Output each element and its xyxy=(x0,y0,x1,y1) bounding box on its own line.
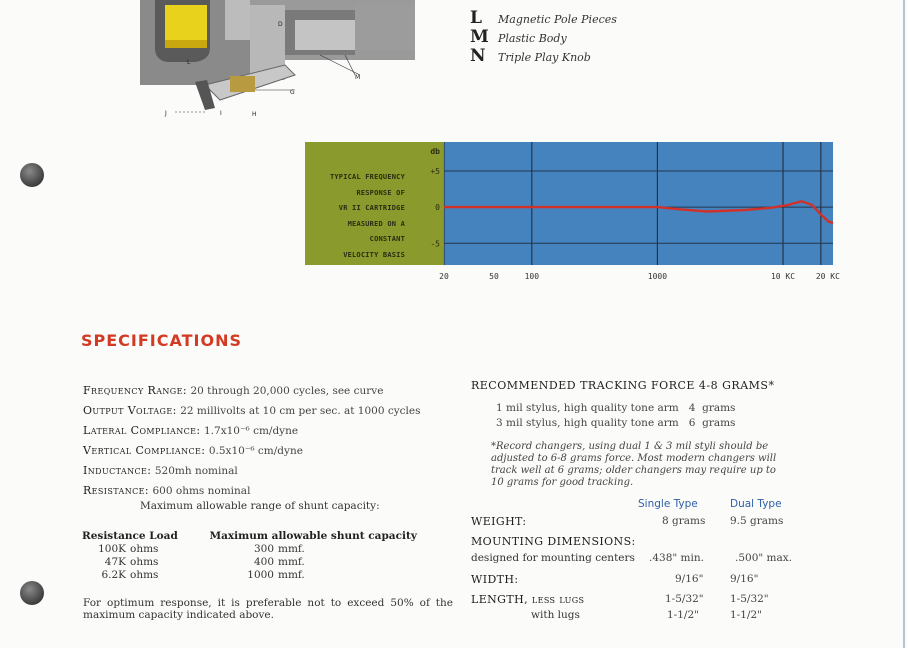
spec-row-frequency-range xyxy=(83,381,421,401)
weight-dual: 9.5 grams xyxy=(730,515,784,527)
spec-label: Inductance: xyxy=(83,464,152,477)
y-tick-label: -5 xyxy=(430,239,440,249)
label-G: G xyxy=(290,89,295,96)
col-header-dual-type: Dual Type xyxy=(730,498,782,510)
with-lugs-single: 1-1/2" xyxy=(667,609,699,621)
width-dual: 9/16" xyxy=(730,573,759,585)
spec-row-lateral-compliance xyxy=(83,421,421,441)
width-single: 9/16" xyxy=(675,573,704,585)
legend-letter: N xyxy=(470,46,486,66)
y-tick-label: +5 xyxy=(430,166,440,176)
optimum-response-note: For optimum response, it is preferable not to exceed 50% of the maximum capacity indicated above. xyxy=(83,597,453,621)
table-row: 100K ohms 300 mmf. xyxy=(98,543,305,555)
width-label: WIDTH: xyxy=(471,573,519,586)
col-header-load: Load xyxy=(149,530,178,542)
spec-label: Vertical Compliance: xyxy=(83,444,206,457)
col-header-single-type: Single Type xyxy=(638,498,698,510)
spec-value: 0.5x10⁻⁶ cm/dyne xyxy=(208,445,303,457)
spec-row-inductance xyxy=(83,461,421,481)
shunt-capacity-heading: Maximum allowable range of shunt capacity: xyxy=(140,500,380,512)
length-label: LENGTH, less lugs xyxy=(471,593,585,606)
weight-label: WEIGHT: xyxy=(471,515,527,528)
tracking-line-3mil: 3 mil stylus, high quality tone arm 6 grams xyxy=(496,417,736,429)
col-header-resistance: Resistance xyxy=(82,530,146,542)
tracking-force-section xyxy=(471,379,777,488)
spec-value: 520mh nominal xyxy=(154,465,238,477)
spec-row-output-voltage xyxy=(83,401,421,421)
spec-label: Frequency Range: xyxy=(83,384,187,397)
frequency-response-chart xyxy=(0,0,908,290)
spec-value: 20 through 20,000 cycles, see curve xyxy=(190,385,384,397)
table-row: 47K ohms 400 mmf. xyxy=(104,556,305,568)
spec-value: 600 ohms nominal xyxy=(152,485,251,497)
tracking-line-1mil: 1 mil stylus, high quality tone arm 4 grams xyxy=(496,402,736,414)
spec-label: Output Voltage: xyxy=(83,404,177,417)
length-dual: 1-5/32" xyxy=(730,593,769,605)
legend-text: Magnetic Pole Pieces xyxy=(498,13,617,26)
length-single: 1-5/32" xyxy=(665,593,704,605)
shunt-capacity-table xyxy=(82,530,417,582)
specifications-heading: SPECIFICATIONS xyxy=(81,331,243,350)
with-lugs-dual: 1-1/2" xyxy=(730,609,762,621)
label-M: M xyxy=(355,74,361,81)
x-tick-label: 50 xyxy=(489,272,499,281)
spec-row-vertical-compliance xyxy=(83,441,421,461)
tracking-footnote: *Record changers, using dual 1 & 3 mil styli should be adjusted to 6-8 grams force. Most modern changers will track well at 6 grams; older changers may require up to 10 grams for good tracking. xyxy=(491,441,777,488)
label-L: L xyxy=(187,59,191,66)
table-row: 6.2K ohms 1000 mmf. xyxy=(101,569,305,581)
label-J: J xyxy=(165,110,167,117)
legend-letter: M xyxy=(470,27,489,47)
mounting-single: .438" min. xyxy=(649,552,704,564)
y-axis-label: db xyxy=(430,147,440,156)
spec-row-resistance xyxy=(83,481,421,501)
mounting-dimensions-label: MOUNTING DIMENSIONS: xyxy=(471,535,636,548)
legend-text: Triple Play Knob xyxy=(498,51,591,64)
with-lugs-label: with lugs xyxy=(531,609,580,621)
binder-hole-bottom xyxy=(20,581,44,605)
mounting-centers-label: designed for mounting centers xyxy=(471,552,635,564)
legend-text: Plastic Body xyxy=(498,32,567,45)
legend-letter: L xyxy=(470,8,482,28)
x-tick-label: 20 KC xyxy=(815,272,840,281)
plot-area xyxy=(444,142,833,265)
x-tick-label: 20 xyxy=(439,272,449,281)
spec-label: Lateral Compliance: xyxy=(83,424,201,437)
spec-value: 1.7x10⁻⁶ cm/dyne xyxy=(204,425,299,437)
electrical-specs xyxy=(83,381,421,501)
mounting-dual: .500" max. xyxy=(735,552,793,564)
label-H: H xyxy=(252,111,257,118)
label-I: I xyxy=(220,110,222,117)
spec-value: 22 millivolts at 10 cm per sec. at 1000 cycles xyxy=(180,405,421,417)
table-header xyxy=(82,530,417,543)
col-header-max-shunt: Maximum allowable shunt capacity xyxy=(209,530,417,542)
chart-caption: TYPICAL FREQUENCY RESPONSE OF VR II CARTRIDGE MEASURED ON A CONSTANT VELOCITY BASIS xyxy=(329,173,405,259)
x-tick-label: 1000 xyxy=(647,272,668,281)
x-tick-label: 10 KC xyxy=(770,272,796,281)
y-tick-label: 0 xyxy=(435,203,440,213)
x-tick-label: 100 xyxy=(524,272,540,281)
label-D: D xyxy=(278,21,283,28)
tracking-force-heading: RECOMMENDED TRACKING FORCE 4-8 GRAMS* xyxy=(471,379,775,392)
spec-label: Resistance: xyxy=(83,484,149,497)
weight-single: 8 grams xyxy=(662,515,706,527)
